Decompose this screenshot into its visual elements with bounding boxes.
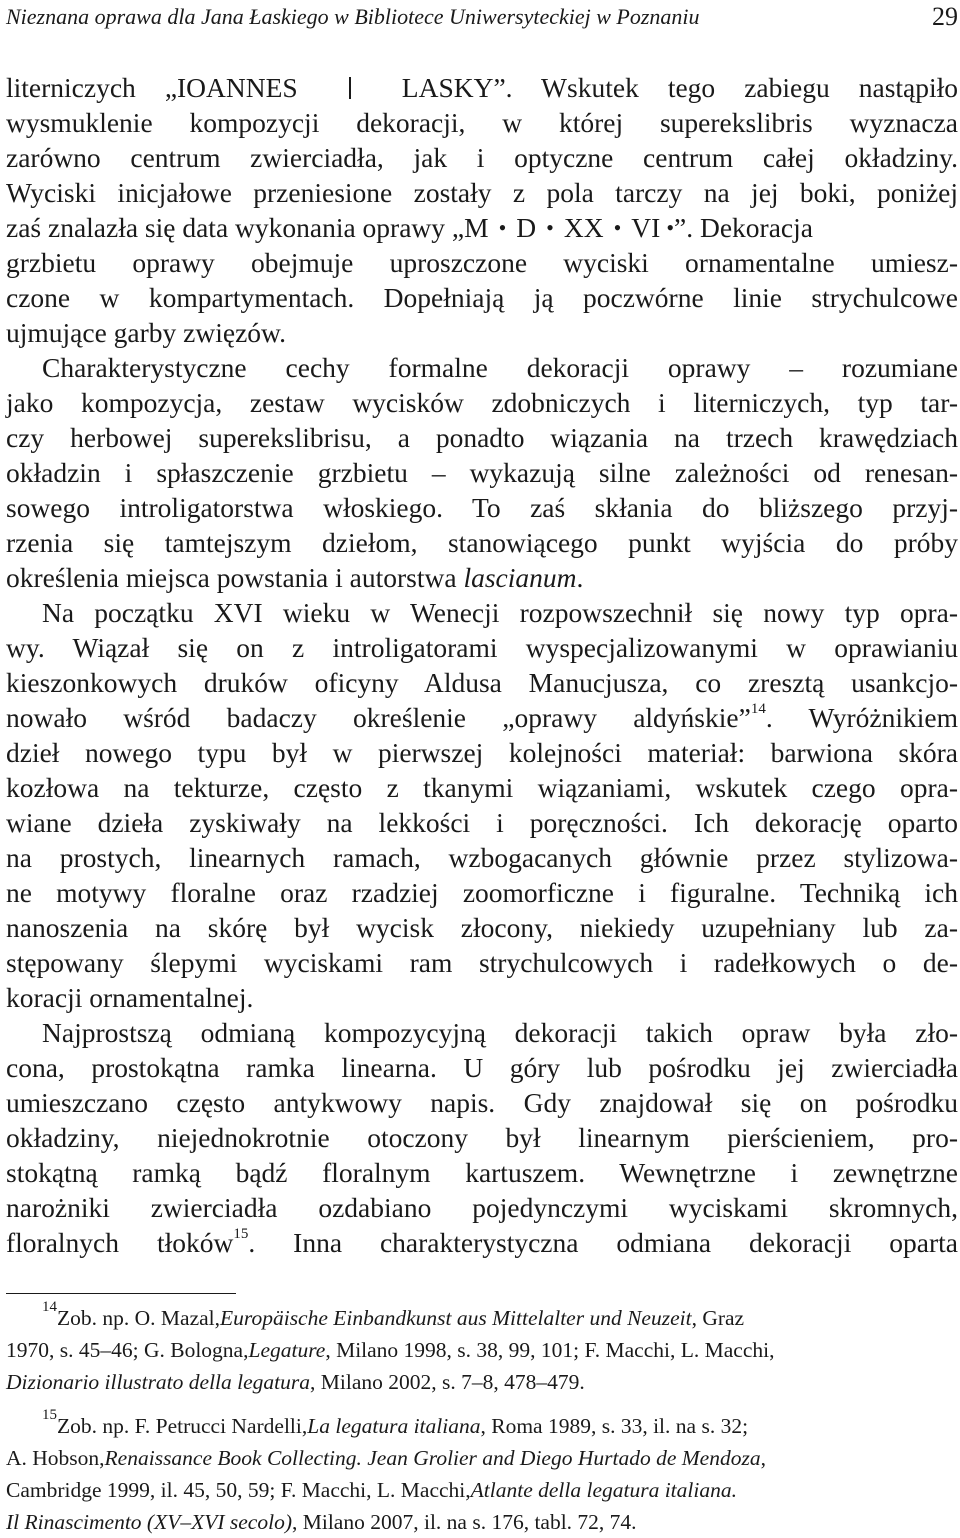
text-line: floralnych tłoków$^{15}$. Inna charakterystyczna odmiana dekoracji oparta: [6, 1226, 958, 1258]
text-line: okładzin i spłaszczenie grzbietu – wykazują silne zależności od renesan-: [6, 457, 958, 488]
text-line: narożniki zwierciadła ozdabiano pojedynczymi wyciskami skromnych,: [6, 1192, 958, 1223]
body-text: [6, 70, 958, 1260]
footnote-ref: 14: [750, 701, 766, 717]
footnote-line: $^{14}$ Zob. np. O. Mazal, Europäische Einbandkunst aus Mittelalter und Neuzeit , Graz: [42, 1299, 745, 1330]
middle-dot: •: [666, 215, 675, 240]
text-line: Wyciski inicjałowe przeniesione zostały z pola tarczy na jej boki, poniżej: [6, 177, 958, 208]
footnote-ref: 15: [233, 1226, 249, 1242]
text-line: Najprostszą odmianą kompozycyjną dekoracji takich opraw była zło-: [42, 1017, 958, 1048]
footnote-line: A. Hobson, Renaissance Book Collecting. Jean Grolier and Diego Hurtado de Mendoza ,: [6, 1446, 766, 1470]
text-line: wiane dzieła zyskiwały na lekkości i poręczności. Ich dekorację oparto: [6, 807, 958, 838]
footnote-number: 15: [42, 1407, 57, 1423]
text-line: ne motywy floralne oraz rzadziej zoomorficzne i figuralne. Techniką ich: [6, 877, 958, 908]
text-line: Na początku XVI wieku w Wenecji rozpowszechnił się nowy typ opra-: [42, 597, 958, 628]
footnote-line: Dizionario illustrato della legatura , Milano 2002, s. 7–8, 478–479.: [6, 1370, 585, 1394]
page-number: 29: [932, 2, 958, 31]
middle-dot: •: [498, 215, 507, 240]
text-line: grzbietu oprawy obejmuje uproszczone wyciski ornamentalne umiesz-: [6, 247, 958, 278]
text-line: czy herbowej superekslibrisu, a ponadto wiązania na trzech krawędziach: [6, 422, 958, 453]
text-line: wy. Wiązał się on z introligatorami wyspecjalizowanymi w oprawianiu: [6, 632, 958, 663]
footnote-line: 1970, s. 45–46; G. Bologna, Legature , Milano 1998, s. 38, 99, 101; F. Macchi, L. Macchi,: [6, 1338, 775, 1362]
footnote-line: Il Rinascimento (XV–XVI secolo) , Milano 2007, il. na s. 176, tabl. 72, 74.: [6, 1510, 637, 1534]
footnotes: [6, 1299, 958, 1538]
text-line: ujmujące garby zwięzów.: [6, 317, 286, 348]
middle-dot: •: [546, 215, 554, 240]
text-line: wysmuklenie kompozycji dekoracji, w której superekslibris wyznacza: [6, 107, 958, 138]
text-line: rzenia się tamtejszym dziełom, stanowiącego punkt wyjścia do próby: [6, 527, 958, 558]
text-line: zaś znalazła się data wykonania oprawy „M • D • XX • VI • ”. Dekoracja: [6, 212, 813, 243]
text-line: dzieł nowego typu był w pierwszej kolejności materiał: barwiona skóra: [6, 737, 958, 768]
text-line: kieszonkowych druków oficyny Aldusa Manucjusza, co zresztą usankcjo-: [6, 667, 958, 698]
text-line: koracji ornamentalnej.: [6, 982, 254, 1013]
text-line: umieszczano często antykwowy napis. Gdy znajdował się on pośrodku: [6, 1087, 958, 1118]
running-head: [6, 2, 958, 32]
text-line: Charakterystyczne cechy formalne dekoracji oprawy – rozumiane: [42, 352, 958, 383]
footnote-number: 14: [42, 1299, 57, 1315]
footnote-rule: [6, 1293, 236, 1294]
text-line: sowego introligatorstwa włoskiego. To zaś skłania do bliższego przyj-: [6, 492, 958, 523]
text-line: nowało wśród badaczy określenie „oprawy aldyńskie”$^{14}$. Wyróżnikiem: [6, 701, 958, 733]
text-line: na prostych, linearnych ramach, wzbogacanych głównie przez stylizowa-: [6, 842, 958, 873]
running-head-title: Nieznana oprawa dla Jana Łaskiego w Bibliotece Uniwersyteckiej w Poznaniu: [6, 4, 700, 29]
text-line: określenia miejsca powstania i autorstwa lascianum.: [6, 562, 584, 593]
text-line: nanoszenia na skórę był wycisk złocony, niekiedy uzupełniany lub za-: [6, 912, 958, 943]
text-line: jako kompozycja, zestaw wycisków zdobniczych i literniczych, typ tar-: [6, 387, 958, 418]
text-line: kozłowa na tekturze, często z tkanymi wiązaniami, wskutek czego opra-: [6, 772, 958, 803]
text-line: zarówno centrum zwierciadła, jak i optyczne centrum całej okładziny.: [6, 142, 958, 173]
text-line: okładziny, niejednokrotnie otoczony był linearnym pierścieniem, pro-: [6, 1122, 958, 1153]
text-line: cona, prostokątna ramka linearna. U góry lub pośrodku jej zwierciadła: [6, 1052, 958, 1083]
text-line: stępowany ślepymi wyciskami ram strychulcowych i radełkowych o de-: [6, 947, 958, 978]
text-line: literniczych „IOANNES LASKY”. Wskutek tego zabiegu nastąpiło: [6, 72, 959, 103]
text-line: czone w kompartymentach. Dopełniają ją poczwórne linie strychulcowe: [6, 282, 958, 313]
text-line: stokątną ramką bądź floralnym kartuszem. Wewnętrzne i zewnętrzne: [6, 1157, 958, 1188]
footnote-line: Cambridge 1999, il. 45, 50, 59; F. Macchi, L. Macchi, Atlante della legatura italiana.: [6, 1478, 737, 1502]
letter-separator: [349, 77, 351, 99]
middle-dot: •: [613, 215, 622, 240]
footnote-line: $^{15}$ Zob. np. F. Petrucci Nardelli, La legatura italiana , Roma 1989, s. 33, il. na s. 32;: [42, 1407, 749, 1438]
